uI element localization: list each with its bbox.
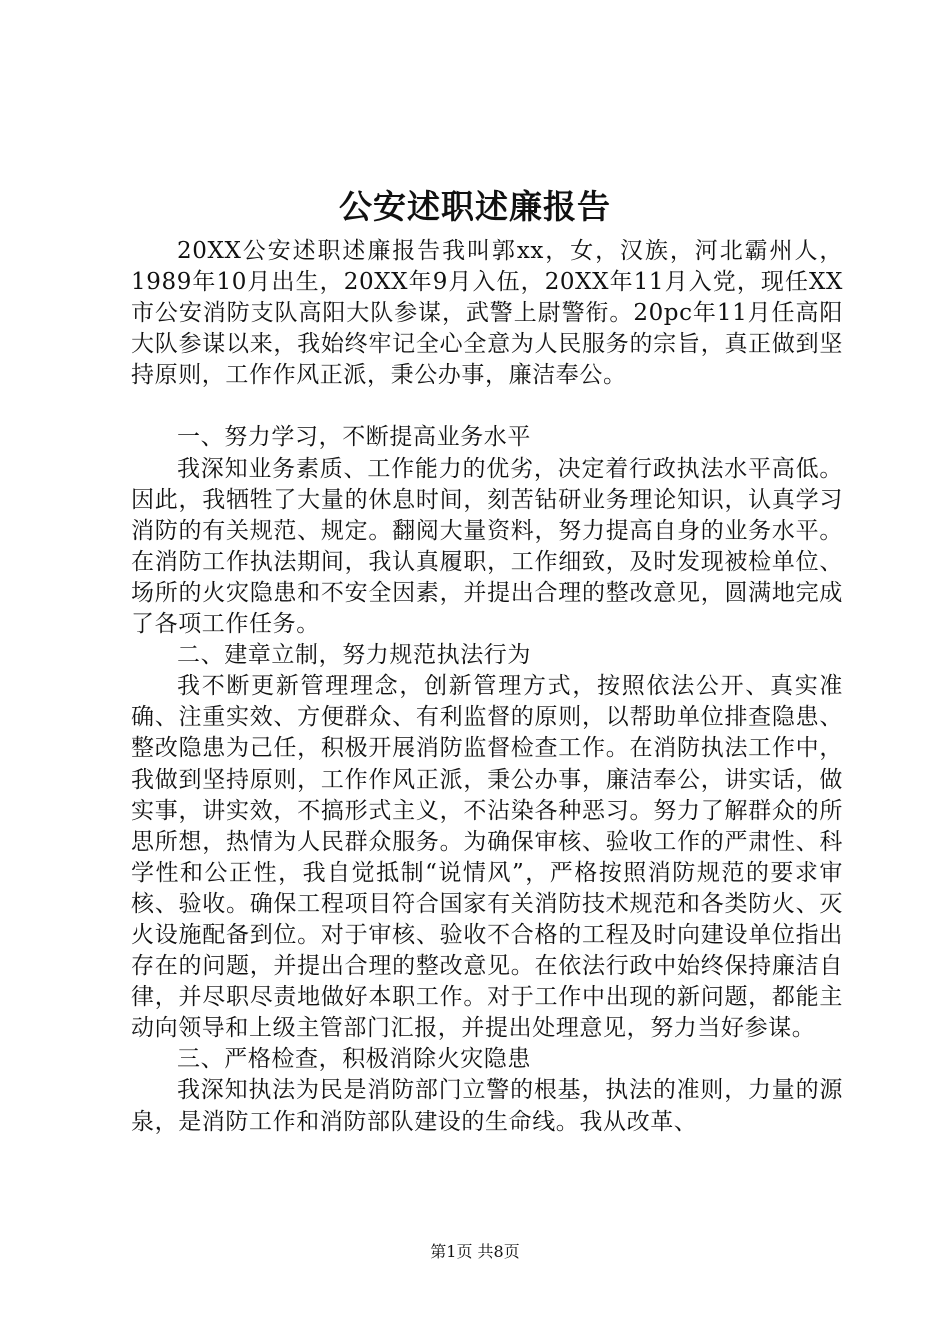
section-paragraph-1: 我深知业务素质、工作能力的优劣，决定着行政执法水平高低。因此，我牺牲了大量的休息时间，刻苦钻研业务理论知识，认真学习消防的有关规范、规定。翻阅大量资料，努力提高自身的业务水平。在消防工作执法期间，我认真履职，工作细致，及时发现被检单位、场所的火灾隐患和不安全因素，并提出合理的整改意见，圆满地完成了各项工作任务。	[131, 455, 843, 638]
document-body	[131, 236, 843, 1138]
section-paragraph-3: 我深知执法为民是消防部门立警的根基，执法的准则，力量的源泉，是消防工作和消防部队建设的生命线。我从改革、	[131, 1077, 843, 1135]
section-heading-1: 一、努力学习，不断提高业务水平	[177, 424, 531, 451]
paragraph-gap	[131, 391, 843, 422]
page-footer: 第1页 共8页	[430, 1242, 520, 1261]
section-heading-2: 二、建章立制，努力规范执法行为	[177, 642, 531, 669]
section-heading-3: 三、严格检查，积极消除火灾隐患	[177, 1046, 531, 1073]
intro-paragraph: 20XX公安述职述廉报告我叫郭xx，女，汉族，河北霸州人，1989年10月出生，20XX年9月入伍，20XX年11月入党，现任XX市公安消防支队高阳大队参谋，武警上尉警衔。20pc年11月任高阳大队参谋以来，我始终牢记全心全意为人民服务的宗旨，真正做到坚持原则，工作作风正派，秉公办事，廉洁奉公。	[131, 238, 843, 389]
document-title: 公安述职述廉报告	[339, 187, 611, 226]
section-paragraph-2: 我不断更新管理理念，创新管理方式，按照依法公开、真实准确、注重实效、方便群众、有利监督的原则，以帮助单位排查隐患、整改隐患为己任，积极开展消防监督检查工作。在消防执法工作中，我做到坚持原则，工作作风正派，秉公办事，廉洁奉公，讲实话，做实事，讲实效，不搞形式主义，不沾染各种恶习。努力了解群众的所思所想，热情为人民群众服务。为确保审核、验收工作的严肃性、科学性和公正性，我自觉抵制“说情风”，严格按照消防规范的要求审核、验收。确保工程项目符合国家有关消防技术规范和各类防火、灭火设施配备到位。对于审核、验收不合格的工程及时向建设单位指出存在的问题，并提出合理的整改意见。在依法行政中始终保持廉洁自律，并尽职尽责地做好本职工作。对于工作中出现的新问题，都能主动向领导和上级主管部门汇报，并提出处理意见，努力当好参谋。	[131, 673, 843, 1042]
